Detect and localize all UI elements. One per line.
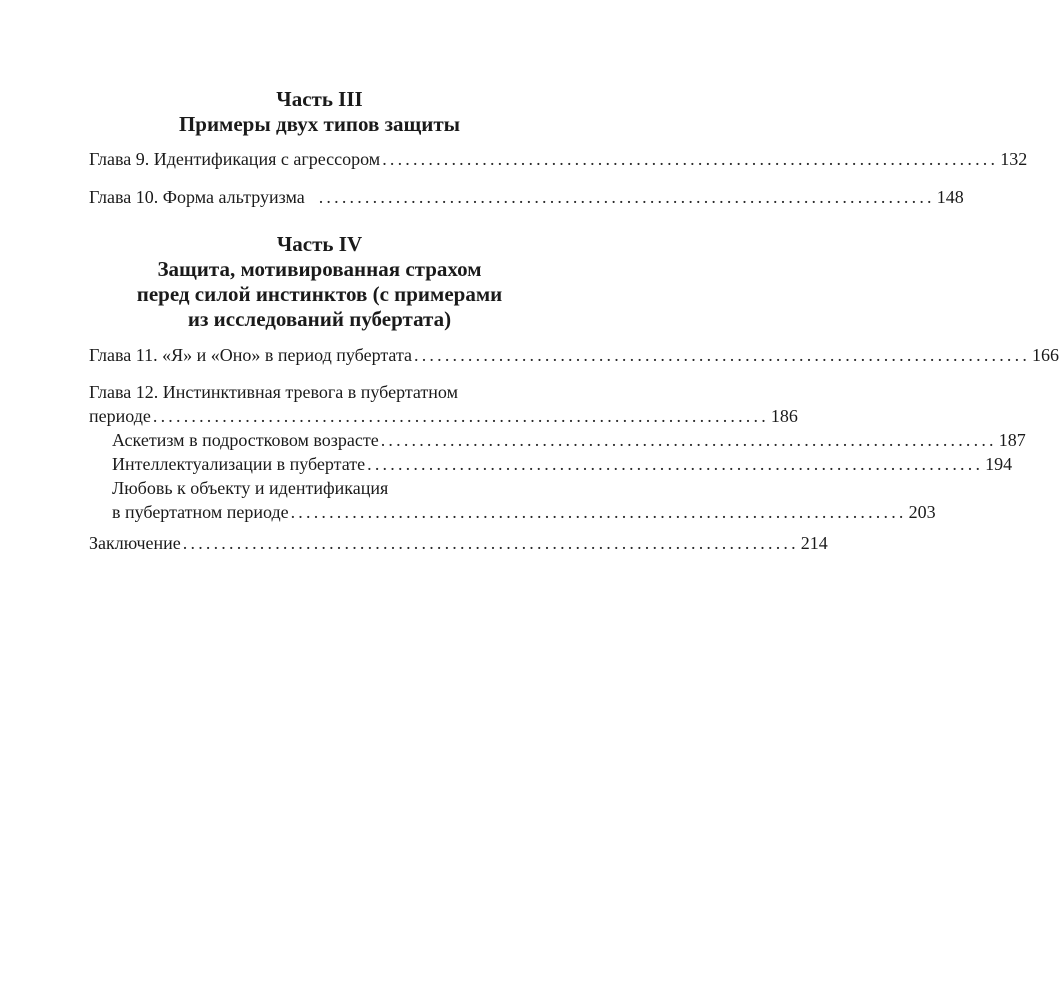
toc-subentry-title: Аскетизм в подростковом возрасте [112, 430, 379, 450]
toc-entry-title: Глава 9. Идентификация с агрессором [89, 149, 381, 169]
dot-leader: ................................................................................ [318, 187, 935, 207]
part-title-line: перед силой инстинктов (с примерами [136, 282, 503, 306]
toc-entry-title: Глава 12. Инстинктивная тревога в пубертатном [89, 382, 458, 402]
toc-entry-title: Глава 11. «Я» и «Оно» в период пубертата [89, 345, 413, 365]
toc-entry[interactable] [89, 531, 828, 555]
toc-page-number: 186 [770, 406, 798, 426]
dot-leader: ................................................................................ [367, 454, 984, 474]
part-heading [89, 87, 550, 137]
dot-leader: ................................................................................ [152, 406, 769, 426]
toc-page-number: 194 [985, 454, 1013, 474]
toc-page-number: 203 [908, 502, 936, 522]
toc-subentry[interactable] [89, 428, 1026, 452]
toc-entry[interactable] [89, 343, 1059, 367]
dot-leader: ................................................................................ [414, 345, 1031, 365]
part-heading [89, 232, 550, 332]
toc-subentry-title-continued: в пубертатном периоде [112, 502, 289, 522]
toc-entry[interactable] [89, 147, 1028, 171]
toc-page-number: 166 [1032, 345, 1059, 365]
dot-leader: ................................................................................ [380, 430, 997, 450]
toc-page-number: 187 [998, 430, 1026, 450]
part-title-line: из исследований пубертата) [187, 307, 452, 331]
toc-page-number: 214 [800, 533, 828, 553]
toc-entry[interactable] [89, 185, 964, 209]
toc-page-number: 148 [936, 187, 964, 207]
toc-subentry-title: Интеллектуализации в пубертате [112, 454, 366, 474]
toc-entry[interactable] [89, 380, 798, 428]
part-label: Часть IV [276, 232, 363, 256]
toc-entry-title-continued: периоде [89, 406, 151, 426]
toc-subentry-title: Любовь к объекту и идентификация [112, 478, 389, 498]
dot-leader: ................................................................................ [382, 149, 999, 169]
toc-entry-title: Глава 10. Форма альтруизма [89, 187, 305, 207]
toc-page-number: 132 [1000, 149, 1028, 169]
toc-subentry[interactable] [89, 452, 1013, 476]
part-title-line: Защита, мотивированная страхом [157, 257, 482, 281]
dot-leader: ................................................................................ [290, 502, 907, 522]
toc-entry-title: Заключение [89, 533, 181, 553]
toc-subentry[interactable] [89, 476, 936, 524]
part-label: Часть III [276, 87, 363, 111]
dot-leader: ................................................................................ [182, 533, 799, 553]
part-title: Примеры двух типов защиты [178, 112, 461, 136]
